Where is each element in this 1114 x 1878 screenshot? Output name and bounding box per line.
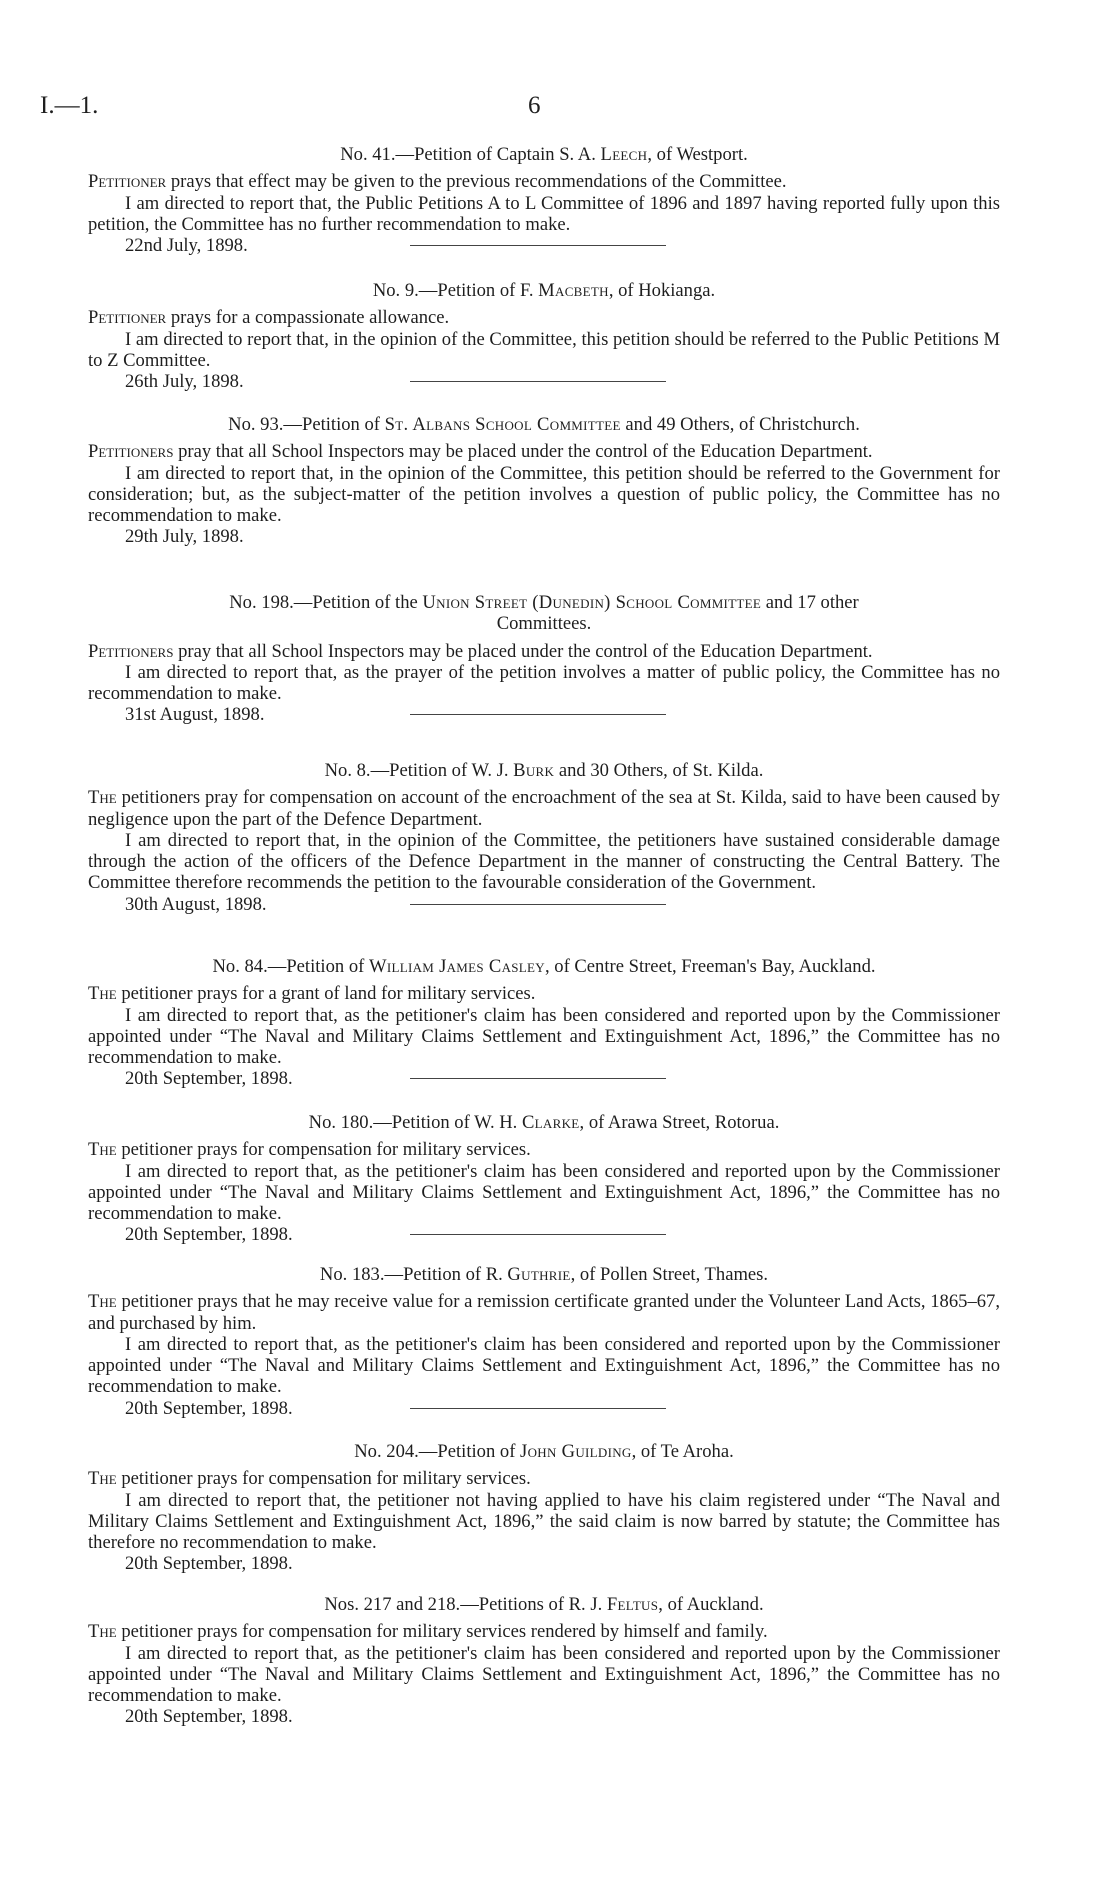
section-divider <box>410 904 666 905</box>
petition-section-198 <box>88 592 1000 726</box>
petition-prayer: Petitioners pray that all School Inspectors may be placed under the control of the Education Department. <box>88 441 873 463</box>
report-date: 30th August, 1898. <box>88 894 1000 915</box>
section-divider <box>410 245 666 246</box>
section-divider <box>410 714 666 715</box>
petition-section-183 <box>88 1264 1000 1419</box>
petition-section-9 <box>88 280 1000 392</box>
petition-prayer: Petitioners pray that all School Inspectors may be placed under the control of the Education Department. <box>88 640 873 662</box>
report-date: 22nd July, 1898. <box>88 235 1000 256</box>
report-date: 20th September, 1898. <box>88 1224 1000 1245</box>
petition-prayer: The petitioners pray for compensation on account of the encroachment of the sea at St. Kilda, said to have been caused by negligence upon the part of the Defence Department. <box>88 787 1000 830</box>
petition-section-180 <box>88 1112 1000 1246</box>
petition-title: No. 84.—Petition of William James Casley, of Centre Street, Freeman's Bay, Auckland. <box>212 956 876 977</box>
petition-title: No. 9.—Petition of F. Macbeth, of Hokianga. <box>372 280 716 301</box>
petition-section-8 <box>88 760 1000 915</box>
petition-title: Nos. 217 and 218.—Petitions of R. J. Feltus, of Auckland. <box>324 1594 764 1615</box>
petition-prayer: The petitioner prays that he may receive value for a remission certificate granted under the Volunteer Land Acts, 1865–67, and purchased by him. <box>88 1291 1000 1334</box>
committee-report: I am directed to report that, the petitioner not having applied to have his claim registered under “The Naval and Military Claims Settlement and Extinguishment Act, 1896,” the said claim is now barred by statute; the Committee has therefore no recommendation to make. <box>88 1489 1000 1554</box>
report-date: 31st August, 1898. <box>88 704 1000 725</box>
petition-title: No. 41.—Petition of Captain S. A. Leech, of Westport. <box>340 144 748 165</box>
petition-title: No. 204.—Petition of John Guilding, of Te Aroha. <box>354 1441 734 1462</box>
committee-report: I am directed to report that, in the opinion of the Committee, this petition should be referred to the Public Petitions M to Z Committee. <box>88 328 1000 371</box>
petition-section-93 <box>88 414 1000 548</box>
committee-report: I am directed to report that, in the opinion of the Committee, this petition should be referred to the Government for consideration; but, as the subject-matter of the petition involves a question of public policy, the Committee has no recommendation to make. <box>88 462 1000 527</box>
petition-title: No. 8.—Petition of W. J. Burk and 30 Others, of St. Kilda. <box>324 760 764 781</box>
section-divider <box>410 1408 666 1409</box>
report-date: 20th September, 1898. <box>88 1398 1000 1419</box>
page-number: 6 <box>528 92 541 119</box>
committee-report: I am directed to report that, as the petitioner's claim has been considered and reported upon by the Commissioner appointed under “The Naval and Military Claims Settlement and Extinguishment Act, 1896,” the Committee has no recommendation to make. <box>88 1160 1000 1225</box>
petition-prayer: The petitioner prays for compensation for military services. <box>88 1468 531 1490</box>
petition-section-204 <box>88 1441 1000 1575</box>
petition-prayer: Petitioner prays for a compassionate allowance. <box>88 307 450 329</box>
report-date: 20th September, 1898. <box>125 1706 293 1728</box>
petition-section-84 <box>88 956 1000 1090</box>
section-divider <box>410 1234 666 1235</box>
petition-title: No. 180.—Petition of W. H. Clarke, of Arawa Street, Rotorua. <box>308 1112 780 1133</box>
committee-report: I am directed to report that, in the opinion of the Committee, the petitioners have sustained considerable damage through the action of the officers of the Defence Department in the manner of constructing the Central Battery. The Committee therefore recommends the petition to the favourable consideration of the Government. <box>88 829 1000 894</box>
petition-prayer: The petitioner prays for compensation for military services rendered by himself and family. <box>88 1621 768 1643</box>
committee-report: I am directed to report that, the Public Petitions A to L Committee of 1896 and 1897 having reported fully upon this petition, the Committee has no further recommendation to make. <box>88 192 1000 235</box>
report-date: 20th September, 1898. <box>125 1553 293 1575</box>
petition-title: No. 198.—Petition of the Union Street (Dunedin) School Committee and 17 other Committees. <box>229 592 859 635</box>
petition-section-217-218 <box>88 1594 1000 1728</box>
petition-prayer: The petitioner prays for a grant of land for military services. <box>88 983 536 1005</box>
section-divider <box>410 381 666 382</box>
committee-report: I am directed to report that, as the prayer of the petition involves a matter of public policy, the Committee has no recommendation to make. <box>88 661 1000 705</box>
petition-title: No. 183.—Petition of R. Guthrie, of Pollen Street, Thames. <box>319 1264 769 1285</box>
petition-section-41 <box>88 144 1000 256</box>
committee-report: I am directed to report that, as the petitioner's claim has been considered and reported upon by the Commissioner appointed under “The Naval and Military Claims Settlement and Extinguishment Act, 1896,” the Committee has no recommendation to make. <box>88 1642 1000 1707</box>
report-date: 20th September, 1898. <box>88 1068 1000 1089</box>
petition-title: No. 93.—Petition of St. Albans School Committee and 49 Others, of Christchurch. <box>228 414 860 435</box>
committee-report: I am directed to report that, as the petitioner's claim has been considered and reported upon by the Commissioner appointed under “The Naval and Military Claims Settlement and Extinguishment Act, 1896,” the Committee has no recommendation to make. <box>88 1004 1000 1069</box>
section-divider <box>410 1078 666 1079</box>
report-date: 26th July, 1898. <box>88 371 1000 392</box>
report-date: 29th July, 1898. <box>125 526 244 548</box>
petition-prayer: Petitioner prays that effect may be given to the previous recommendations of the Committee. <box>88 171 787 193</box>
committee-report: I am directed to report that, as the petitioner's claim has been considered and reported upon by the Commissioner appointed under “The Naval and Military Claims Settlement and Extinguishment Act, 1896,” the Committee has no recommendation to make. <box>88 1333 1000 1398</box>
paper-reference: I.—1. <box>40 92 99 119</box>
petition-prayer: The petitioner prays for compensation for military services. <box>88 1139 531 1161</box>
